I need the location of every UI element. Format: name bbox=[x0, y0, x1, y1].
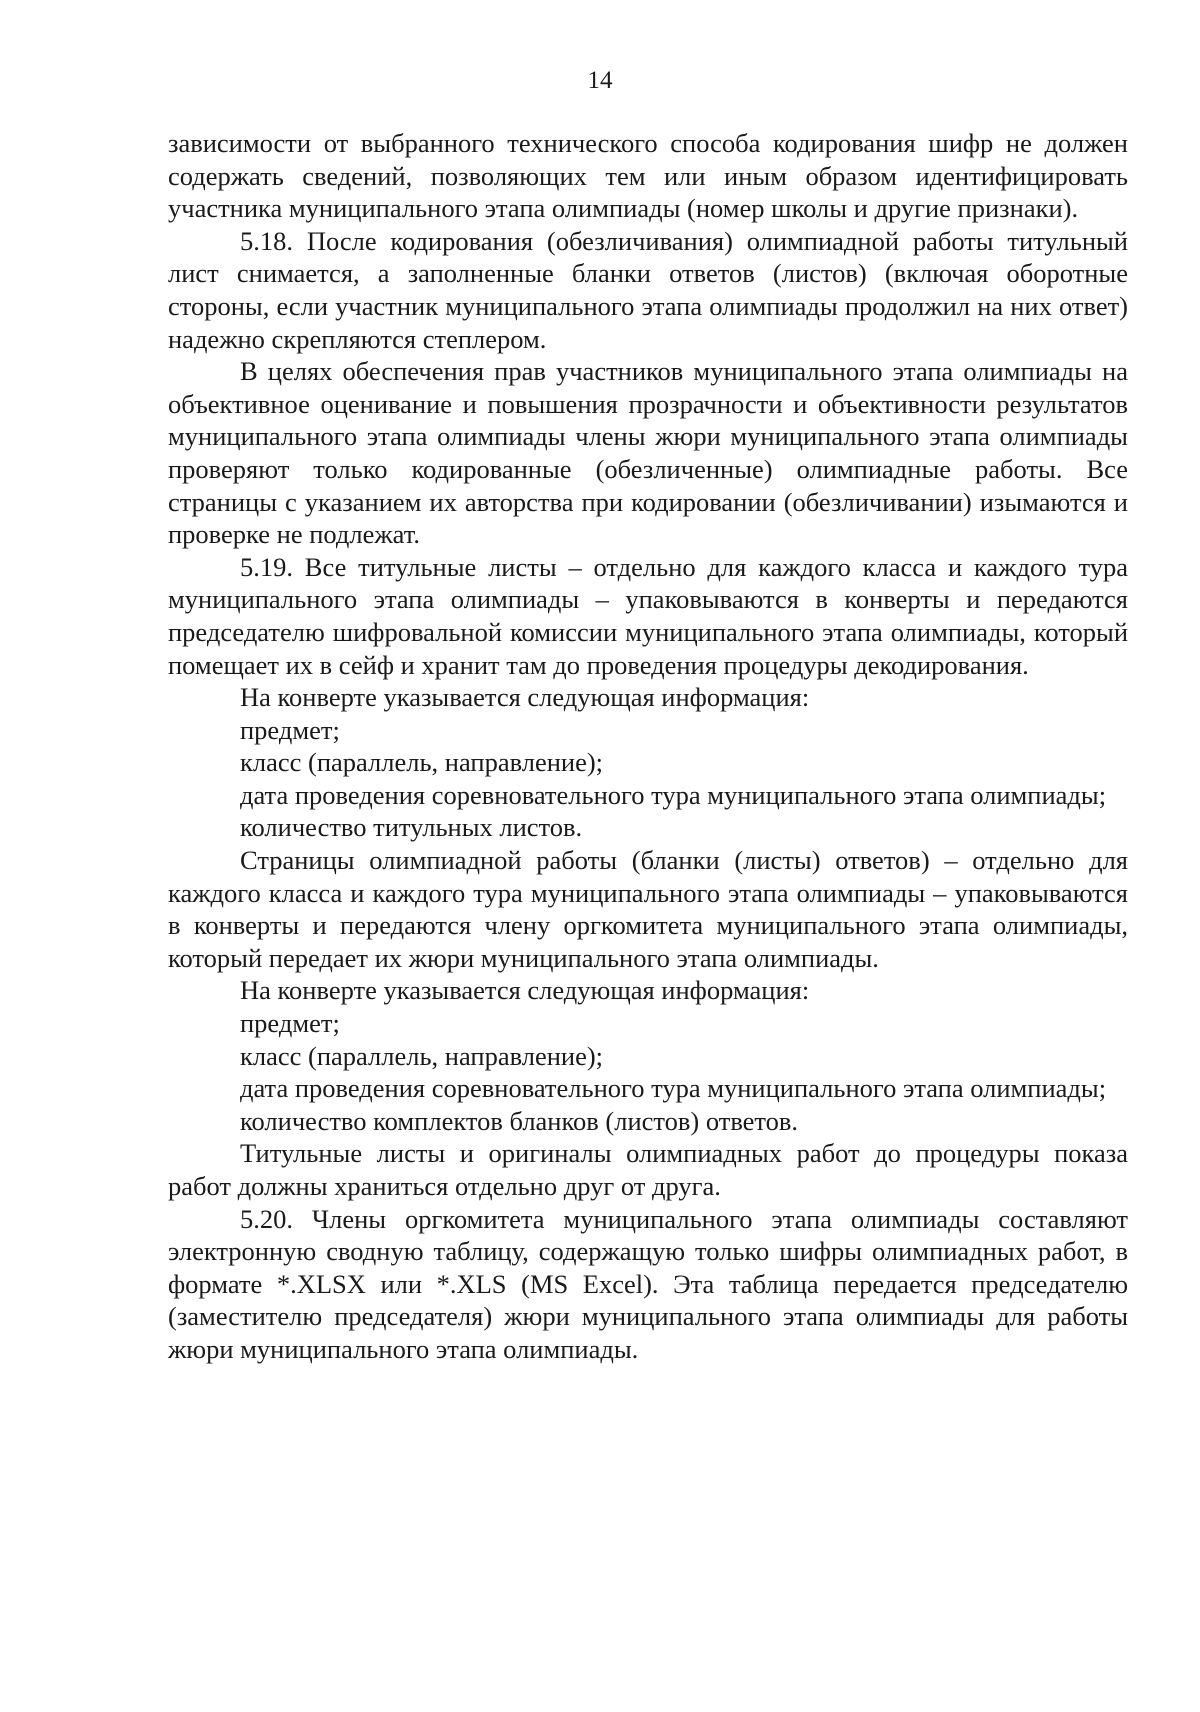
list-item-title-sheets-count: количество титульных листов. bbox=[240, 812, 583, 843]
paragraph-work-pages: Страницы олимпиадной работы (бланки (листы) ответов) – отдельно для каждого класса и каждого тура муниципального этапа олимпиады – упаковываются в конверты и передаются члену оргкомитета муниципального этапа олимпиады, который передает их жюри муниципального этапа олимпиады. bbox=[168, 845, 1128, 973]
list-item-subject: предмет; bbox=[240, 714, 340, 745]
paragraph-5-20: 5.20. Члены оргкомитета муниципального этапа олимпиады составляют электронную сводную таблицу, содержащую только шифры олимпиадных работ, в формате *.XLSX или *.XLS (MS Excel). Эта таблица передается председателю (заместителю председателя) жюри муниципального этапа олимпиады для работы жюри муниципального этапа олимпиады. bbox=[168, 1203, 1128, 1364]
list-item-class: класс (параллель, направление); bbox=[240, 747, 604, 778]
list-item-answer-sets-count: количество комплектов бланков (листов) ответов. bbox=[240, 1105, 799, 1136]
paragraph-separate-storage: Титульные листы и оригиналы олимпиадных работ до процедуры показа работ должны храниться отдельно друг от друга. bbox=[168, 1138, 1128, 1201]
paragraph-5-18: 5.18. После кодирования (обезличивания) олимпиадной работы титульный лист снимается, а заполненные бланки ответов (листов) (включая оборотные стороны, если участник муниципального этапа олимпиады продолжил на них ответ) надежно скрепляются степлером. bbox=[168, 225, 1128, 354]
envelope-info-heading: На конверте указывается следующая информация: bbox=[240, 682, 810, 713]
paragraph-5-19: 5.19. Все титульные листы – отдельно для каждого класса и каждого тура муниципального этапа олимпиады – упаковываются в конверты и передаются председателю шифровальной комиссии муниципального этапа олимпиады, который помещает их в сейф и хранит там до проведения процедуры декодирования. bbox=[168, 551, 1128, 680]
envelope-info-heading-2: На конверте указывается следующая информация: bbox=[240, 975, 810, 1006]
page-number: 14 bbox=[587, 67, 613, 94]
list-item-date-2: дата проведения соревновательного тура муниципального этапа олимпиады; bbox=[240, 1073, 1107, 1104]
list-item-subject-2: предмет; bbox=[240, 1008, 340, 1039]
document-body bbox=[168, 127, 1128, 1366]
paragraph-objectivity: В целях обеспечения прав участников муниципального этапа олимпиады на объективное оценивание и повышения прозрачности и объективности результатов муниципального этапа олимпиады члены жюри муниципального этапа олимпиады проверяют только кодированные (обезличенные) олимпиадные работы. Все страницы с указанием их авторства при кодировании (обезличивании) изымаются и проверке не подлежат. bbox=[168, 356, 1128, 550]
list-item-class-2: класс (параллель, направление); bbox=[240, 1040, 604, 1071]
paragraph-continuation: зависимости от выбранного технического способа кодирования шифр не должен содержать сведений, позволяющих тем или иным образом идентифицировать участника муниципального этапа олимпиады (номер школы и другие признаки). bbox=[168, 128, 1128, 224]
list-item-date: дата проведения соревновательного тура муниципального этапа олимпиады; bbox=[240, 779, 1107, 810]
